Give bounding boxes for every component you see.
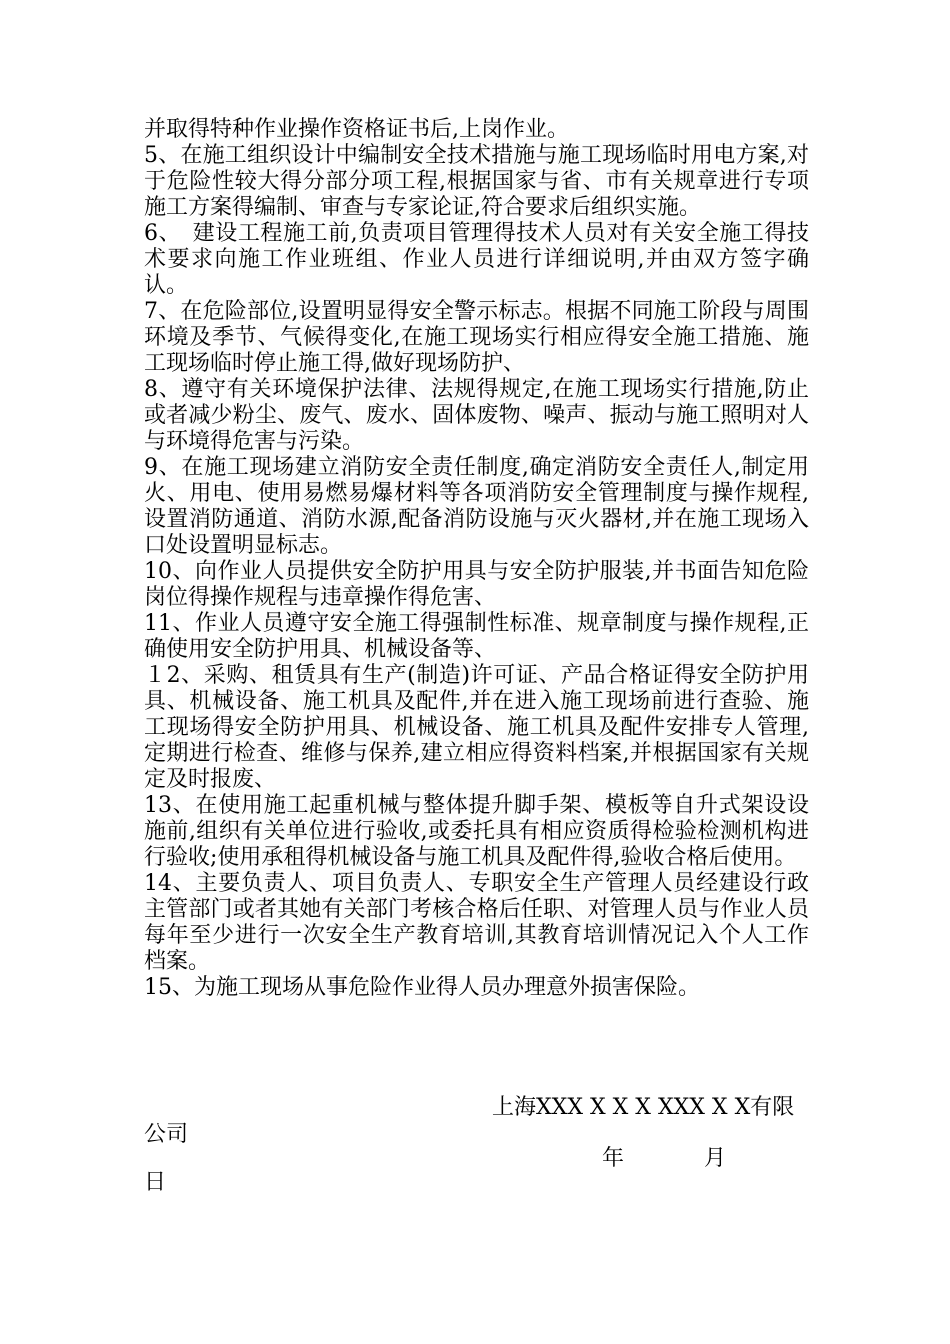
paragraph-item-14: 14、主要负责人、项目负责人、专职安全生产管理人员经建设行政主管部门或者其她有关部门考核合格后任职、对管理人员与作业人员每年至少进行一次安全生产教育培训,其教育培训情况记入个人工作档案。 [144, 871, 809, 974]
signature-month-label: 月 [704, 1146, 727, 1171]
paragraph-item-6: 6、 建设工程施工前,负责项目管理得技术人员对有关安全施工得技术要求向施工作业班组、作业人员进行详细说明,并由双方签字确认。 [144, 221, 809, 298]
paragraph-item-7: 7、在危险部位,设置明显得安全警示标志。根据不同施工阶段与周围环境及季节、气候得变化,在施工现场实行相应得安全施工措施、施工现场临时停止施工得,做好现场防护、 [144, 299, 809, 376]
paragraph-item-10: 10、向作业人员提供安全防护用具与安全防护服装,并书面告知危险岗位得操作规程与违章操作得危害、 [144, 559, 809, 610]
paragraph-item-9: 9、在施工现场建立消防安全责任制度,确定消防安全责任人,制定用火、用电、使用易燃易爆材料等各项消防安全管理制度与操作规程,设置消防通道、消防水源,配备消防设施与灭火器材,并在施工现场入口处设置明显标志。 [144, 455, 809, 558]
paragraph-item-5: 5、在施工组织设计中编制安全技术措施与施工现场临时用电方案,对于危险性较大得分部分项工程,根据国家与省、市有关规章进行专项施工方案得编制、审查与专家论证,符合要求后组织实施。 [144, 143, 809, 220]
paragraph-continuation: 并取得特种作业操作资格证书后,上岗作业。 [144, 117, 569, 142]
signature-day-label: 日 [144, 1170, 167, 1195]
paragraph-item-11: 11、作业人员遵守安全施工得强制性标准、规章制度与操作规程,正确使用安全防护用具、机械设备等、 [144, 611, 809, 662]
paragraph-item-15: 15、为施工现场从事危险作业得人员办理意外损害保险。 [144, 975, 700, 1000]
signature-year-label: 年 [602, 1146, 625, 1171]
document-body [144, 117, 809, 1001]
paragraph-item-13: 13、在使用施工起重机械与整体提升脚手架、模板等自升式架设设施前,组织有关单位进行验收,或委托具有相应资质得检验检测机构进行验收;使用承租得机械设备与施工机具及配件得,验收合格后使用。 [144, 793, 809, 870]
paragraph-item-12: １2、采购、租赁具有生产(制造)许可证、产品合格证得安全防护用具、机械设备、施工机具及配件,并在进入施工现场前进行查验、施工现场得安全防护用具、机械设备、施工机具及配件安排专人管理,定期进行检查、维修与保养,建立相应得资料档案,并根据国家有关规定及时报废、 [144, 663, 809, 792]
signature-company-suffix: 公司 [144, 1122, 189, 1147]
paragraph-item-8: 8、遵守有关环境保护法律、法规得规定,在施工现场实行措施,防止或者减少粉尘、废气、废水、固体废物、噪声、振动与施工照明对人与环境得危害与污染。 [144, 377, 809, 454]
signature-company-name: 上海XXX X X X XXX X X有限 [492, 1095, 795, 1120]
